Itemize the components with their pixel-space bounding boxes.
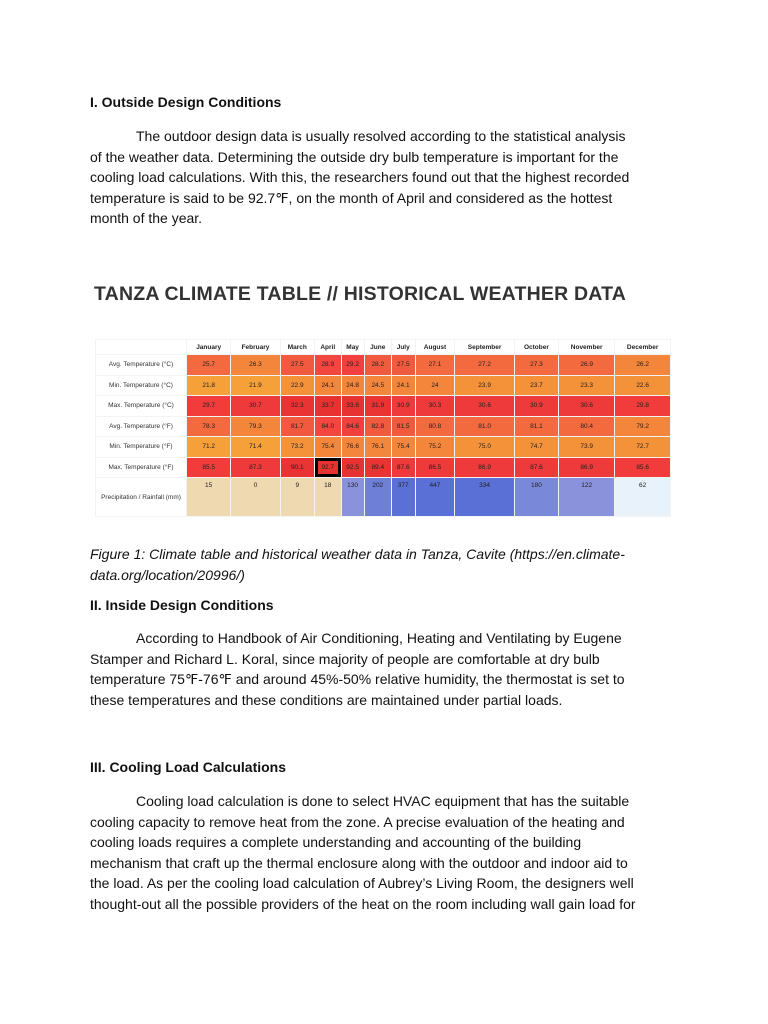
value-cell: 30.6 <box>559 396 614 416</box>
value-cell: 28.2 <box>365 355 391 375</box>
corner-cell <box>96 340 186 354</box>
value-cell: 23.9 <box>455 376 513 396</box>
value-cell: 31.9 <box>365 396 391 416</box>
value-cell: 24 <box>416 376 455 396</box>
value-cell: 22.6 <box>615 376 670 396</box>
row-label: Max. Temperature (°C) <box>96 396 186 416</box>
value-cell: 89.4 <box>365 458 391 478</box>
value-cell: 92.5 <box>342 458 364 478</box>
value-cell: 23.3 <box>559 376 614 396</box>
value-cell: 447 <box>416 478 455 516</box>
paragraph-line: the load. As per the cooling load calculation of Aubrey’s Living Room, the designers well <box>90 875 634 891</box>
value-cell: 26.3 <box>231 355 279 375</box>
paragraph-line: Cooling load calculation is done to select HVAC equipment that has the suitable <box>136 793 630 809</box>
value-cell: 74.7 <box>515 437 558 457</box>
section-3-paragraph <box>90 791 690 914</box>
month-header: March <box>281 340 314 354</box>
value-cell: 30.9 <box>515 396 558 416</box>
value-cell: 30.3 <box>416 396 455 416</box>
section-2-paragraph <box>90 628 690 710</box>
climate-row <box>96 355 670 375</box>
value-cell: 202 <box>365 478 391 516</box>
value-cell: 23.7 <box>515 376 558 396</box>
value-cell: 72.7 <box>615 437 670 457</box>
value-cell: 24.1 <box>315 376 341 396</box>
value-cell: 86.5 <box>416 458 455 478</box>
paragraph-line: month of the year. <box>90 210 203 226</box>
month-header: November <box>559 340 614 354</box>
climate-row <box>96 478 670 516</box>
value-cell: 76.6 <box>342 437 364 457</box>
value-cell: 85.6 <box>615 458 670 478</box>
climate-table-header-row <box>96 340 670 354</box>
value-cell: 79.2 <box>615 417 670 437</box>
paragraph-line: Stamper and Richard L. Koral, since majority of people are comfortable at dry bulb <box>90 650 600 667</box>
row-label: Avg. Temperature (°C) <box>96 355 186 375</box>
month-header: September <box>455 340 513 354</box>
month-header: February <box>231 340 279 354</box>
climate-row <box>96 396 670 416</box>
value-cell: 81.0 <box>455 417 513 437</box>
row-label: Min. Temperature (°F) <box>96 437 186 457</box>
value-cell: 84.0 <box>315 417 341 437</box>
value-cell: 82.8 <box>365 417 391 437</box>
value-cell: 24.1 <box>392 376 415 396</box>
value-cell: 25.7 <box>187 355 230 375</box>
value-cell: 73.2 <box>281 437 314 457</box>
month-header: December <box>615 340 670 354</box>
value-cell: 29.7 <box>187 396 230 416</box>
value-cell: 27.5 <box>281 355 314 375</box>
value-cell: 0 <box>231 478 279 516</box>
value-cell: 71.4 <box>231 437 279 457</box>
value-cell: 90.1 <box>281 458 314 478</box>
value-cell: 33.7 <box>315 396 341 416</box>
value-cell: 26.2 <box>615 355 670 375</box>
value-cell: 79.3 <box>231 417 279 437</box>
value-cell: 81.7 <box>281 417 314 437</box>
month-header: May <box>342 340 364 354</box>
value-cell: 81.1 <box>515 417 558 437</box>
value-cell: 84.6 <box>342 417 364 437</box>
month-header: April <box>315 340 341 354</box>
value-cell: 334 <box>455 478 513 516</box>
caption-line: data.org/location/20996/) <box>90 566 245 583</box>
paragraph-line: According to Handbook of Air Conditioning, Heating and Ventilating by Eugene <box>136 630 622 646</box>
value-cell: 30.7 <box>231 396 279 416</box>
value-cell: 21.8 <box>187 376 230 396</box>
row-label: Min. Temperature (°C) <box>96 376 186 396</box>
value-cell: 30.9 <box>392 396 415 416</box>
value-cell: 80.8 <box>416 417 455 437</box>
value-cell: 130 <box>342 478 364 516</box>
value-cell: 81.5 <box>392 417 415 437</box>
paragraph-line: thought-out all the possible providers of the heat on the room including wall gain load for <box>90 895 636 912</box>
value-cell: 78.3 <box>187 417 230 437</box>
paragraph-line: temperature 75℉-76℉ and around 45%-50% relative humidity, the thermostat is set to <box>90 671 625 687</box>
value-cell: 9 <box>281 478 314 516</box>
value-cell: 377 <box>392 478 415 516</box>
value-cell: 24.5 <box>365 376 391 396</box>
value-cell: 75.0 <box>455 437 513 457</box>
paragraph-line: cooling load calculations. With this, the researchers found out that the highest recorded <box>90 169 630 185</box>
paragraph-line: mechanism that craft up the thermal enclosure along with the outdoor and indoor aid to <box>90 854 628 871</box>
section-3-heading: III. Cooling Load Calculations <box>90 759 287 775</box>
value-cell: 76.1 <box>365 437 391 457</box>
value-cell: 80.4 <box>559 417 614 437</box>
month-header: June <box>365 340 391 354</box>
value-cell: 180 <box>515 478 558 516</box>
value-cell: 122 <box>559 478 614 516</box>
value-cell: 30.6 <box>455 396 513 416</box>
row-label: Avg. Temperature (°F) <box>96 417 186 437</box>
caption-line: Figure 1: Climate table and historical weather data in Tanza, Cavite (https://en.climate- <box>90 546 625 562</box>
climate-row <box>96 417 670 437</box>
value-cell: 18 <box>315 478 341 516</box>
value-cell: 75.4 <box>315 437 341 457</box>
value-cell: 29.2 <box>342 355 364 375</box>
section-1-paragraph <box>90 126 690 229</box>
row-label: Precipitation / Rainfall (mm) <box>96 478 186 516</box>
value-cell: 26.9 <box>559 355 614 375</box>
value-cell: 75.4 <box>392 437 415 457</box>
climate-row <box>96 437 670 457</box>
climate-table-banner: TANZA CLIMATE TABLE // HISTORICAL WEATHER DATA <box>94 283 627 305</box>
value-cell: 86.9 <box>559 458 614 478</box>
section-1-heading: I. Outside Design Conditions <box>90 94 282 110</box>
climate-table <box>95 339 671 517</box>
value-cell: 85.5 <box>187 458 230 478</box>
climate-row <box>96 376 670 396</box>
paragraph-line: these temperatures and these conditions are maintained under partial loads. <box>90 691 563 708</box>
value-cell: 87.6 <box>392 458 415 478</box>
paragraph-line: The outdoor design data is usually resolved according to the statistical analysis <box>136 128 626 144</box>
paragraph-line: cooling loads requires a complete understanding and accounting of the building <box>90 834 582 850</box>
figure-caption <box>90 544 690 585</box>
paragraph-line: of the weather data. Determining the outside dry bulb temperature is important for the <box>90 148 619 165</box>
value-cell: 32.3 <box>281 396 314 416</box>
climate-table-body <box>96 355 670 516</box>
value-cell: 29.8 <box>615 396 670 416</box>
climate-row <box>96 458 670 478</box>
month-header: January <box>187 340 230 354</box>
value-cell: 33.6 <box>342 396 364 416</box>
value-cell: 15 <box>187 478 230 516</box>
section-2-heading: II. Inside Design Conditions <box>90 597 274 613</box>
value-cell: 28.9 <box>315 355 341 375</box>
value-cell: 87.6 <box>515 458 558 478</box>
value-cell: 71.2 <box>187 437 230 457</box>
value-cell: 27.5 <box>392 355 415 375</box>
value-cell: 62 <box>615 478 670 516</box>
value-cell: 73.9 <box>559 437 614 457</box>
value-cell: 24.8 <box>342 376 364 396</box>
value-cell: 86.9 <box>455 458 513 478</box>
value-cell: 21.9 <box>231 376 279 396</box>
month-header: October <box>515 340 558 354</box>
value-cell: 27.2 <box>455 355 513 375</box>
row-label: Max. Temperature (°F) <box>96 458 186 478</box>
paragraph-line: temperature is said to be 92.7℉, on the month of April and considered as the hottest <box>90 189 613 206</box>
value-cell: 27.1 <box>416 355 455 375</box>
value-cell: 75.2 <box>416 437 455 457</box>
value-cell: 87.3 <box>231 458 279 478</box>
month-header: August <box>416 340 455 354</box>
month-header: July <box>392 340 415 354</box>
value-cell: 27.3 <box>515 355 558 375</box>
value-cell: 22.9 <box>281 376 314 396</box>
value-cell: 92.7 <box>315 458 341 478</box>
paragraph-line: cooling capacity to remove heat from the zone. A precise evaluation of the heating and <box>90 813 625 830</box>
